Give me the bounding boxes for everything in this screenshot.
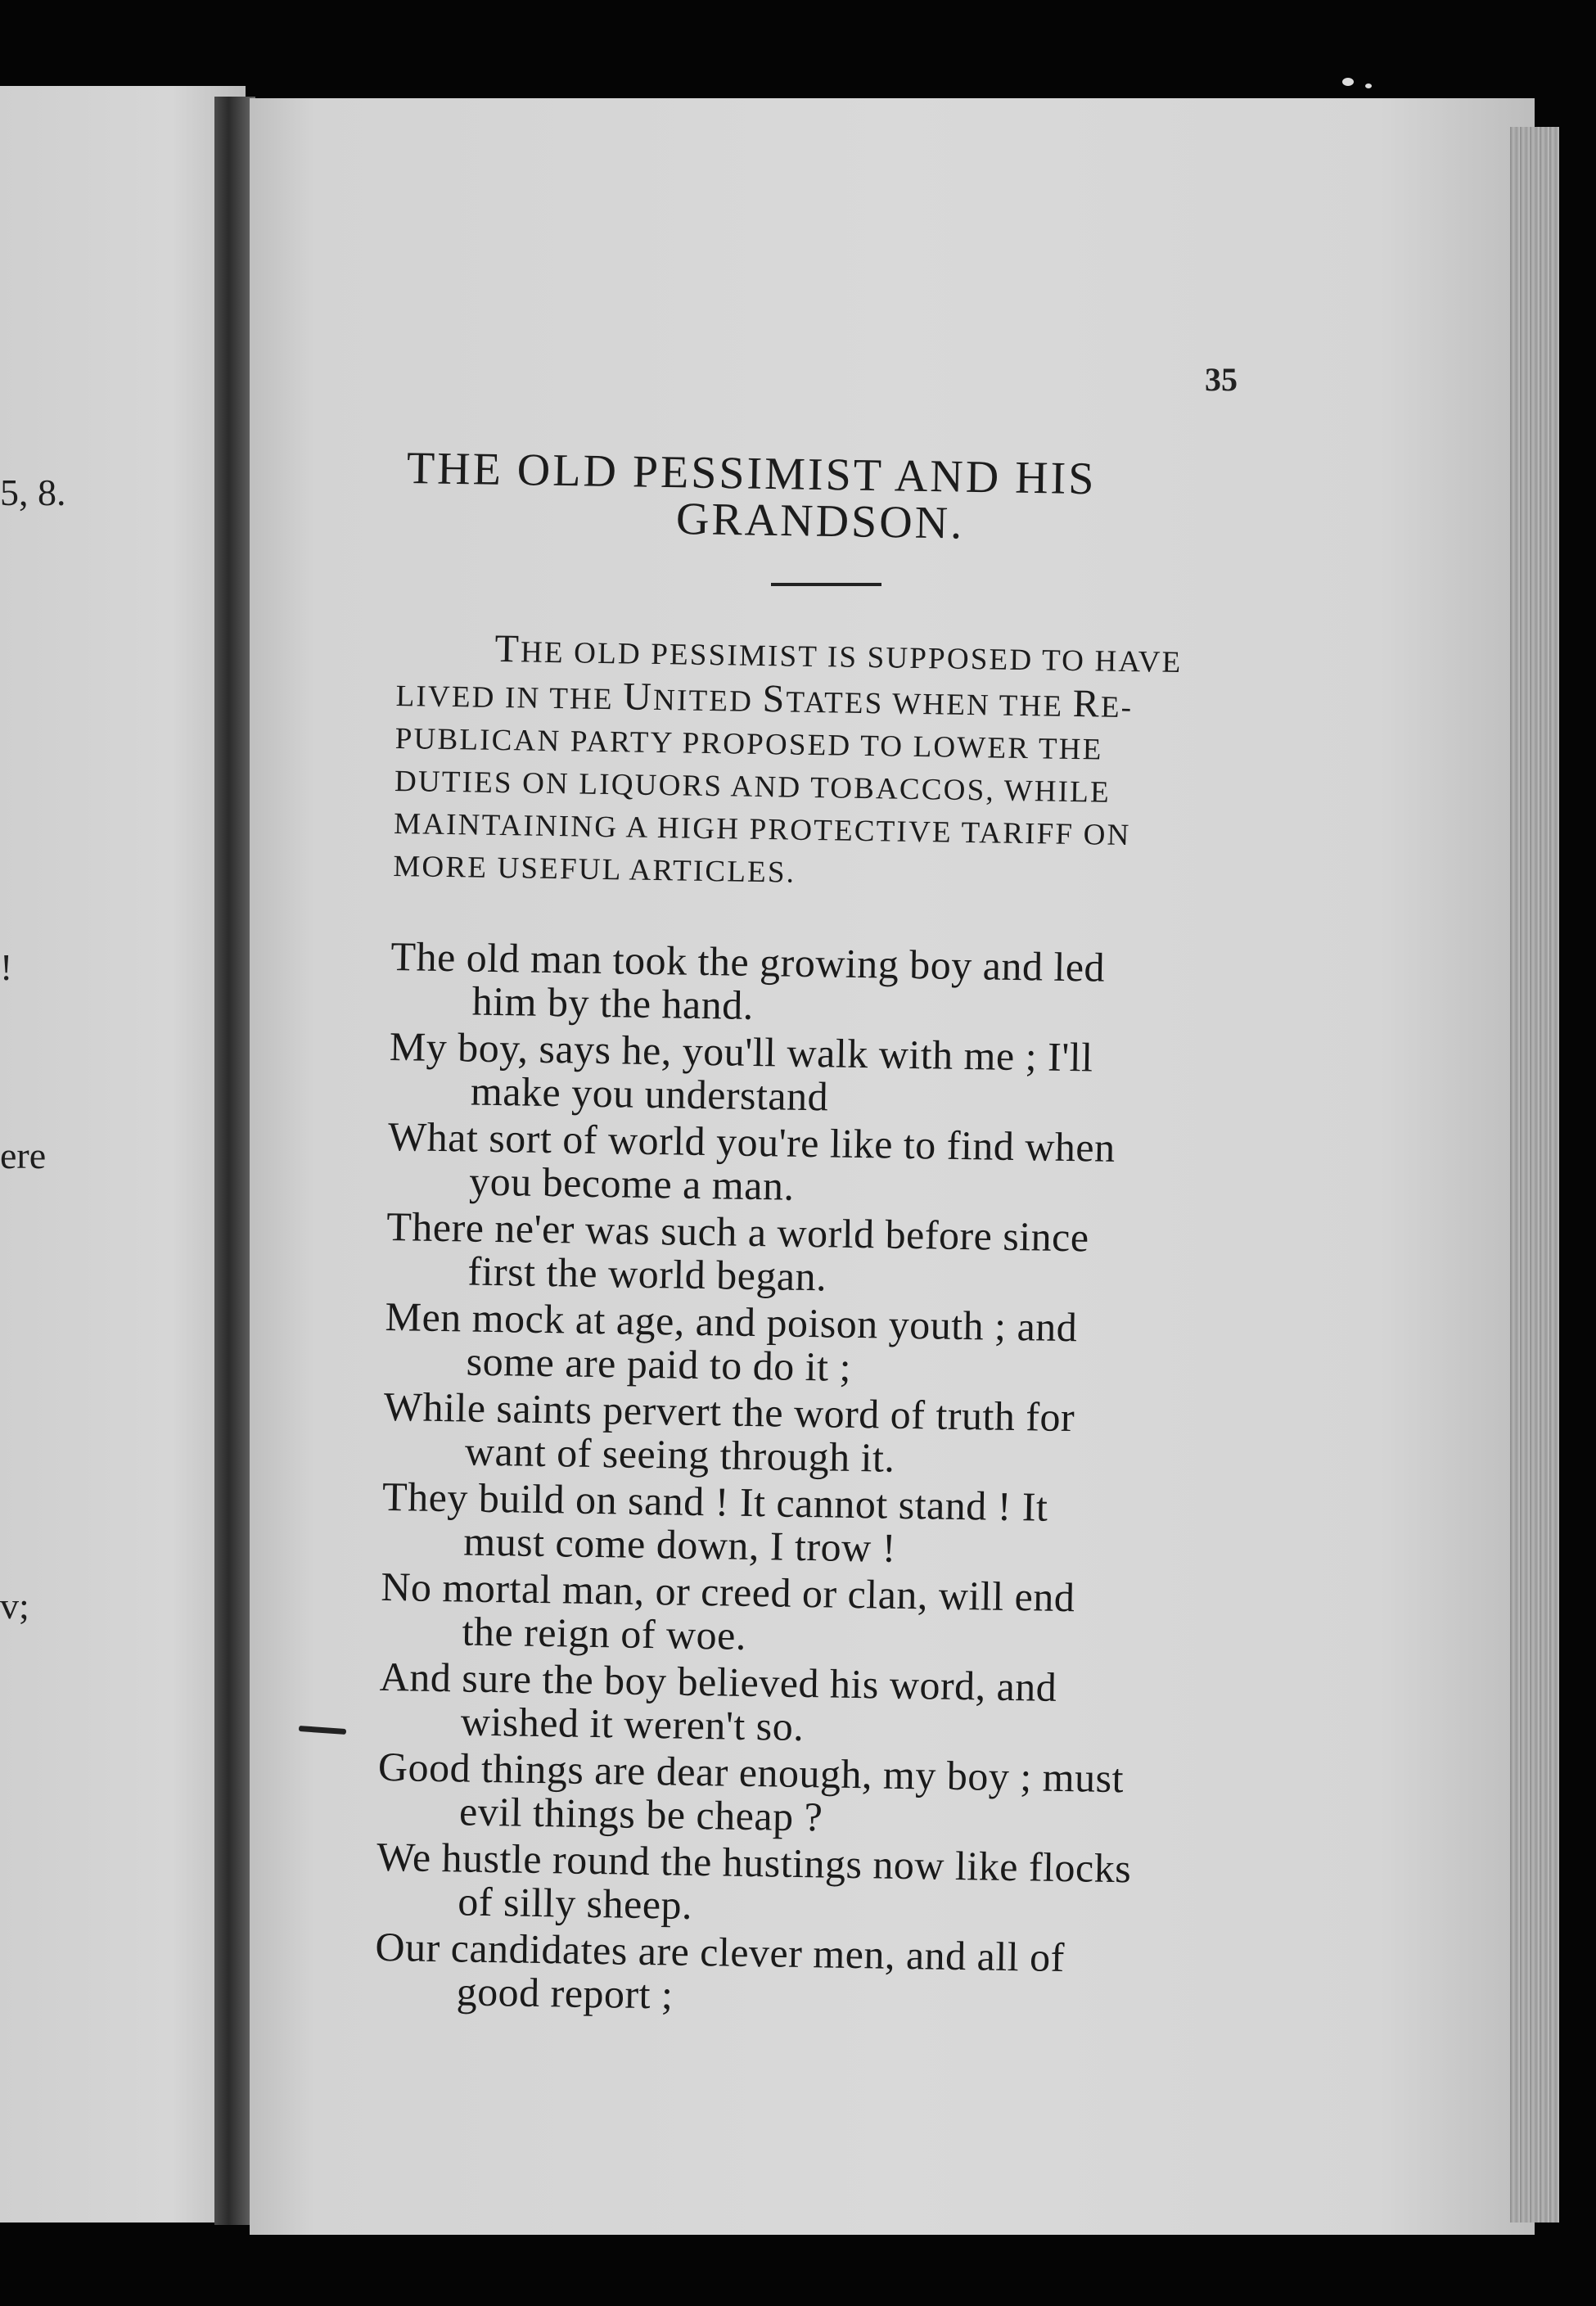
poem-line-continuation: first the world began. <box>467 1248 827 1300</box>
page-edge <box>1510 127 1559 2223</box>
poem-line-continuation: good report ; <box>456 1968 674 2018</box>
poem-couplet <box>380 1564 1216 1663</box>
poem-line: And sure the boy believed his word, and <box>379 1653 1057 1710</box>
intro-line: PUBLICAN PARTY PROPOSED TO LOWER THE <box>394 721 1103 767</box>
poem-line: While saints pervert the word of truth for <box>383 1383 1075 1441</box>
page-number: 35 <box>1205 361 1238 398</box>
page-title-line-2: GRANDSON. <box>675 494 965 549</box>
poem-couplet <box>377 1744 1214 1843</box>
poem-line-continuation: make you understand <box>470 1067 829 1120</box>
left-page-fragment: ! <box>0 946 13 988</box>
poem-line-continuation: some are paid to do it ; <box>466 1338 852 1390</box>
poem-line-continuation: of silly sheep. <box>457 1878 693 1928</box>
poem-line-continuation: him by the hand. <box>471 977 755 1028</box>
poem-line-continuation: you become a man. <box>468 1158 795 1209</box>
poem-couplet <box>387 1113 1224 1213</box>
poem-line: My boy, says he, you'll walk with me ; I'll <box>389 1022 1093 1081</box>
left-page-fragment: 5, 8. <box>0 472 66 513</box>
poem-couplet <box>390 933 1226 1033</box>
poem-line-continuation: the reign of woe. <box>462 1608 747 1658</box>
left-page-fragment: ere <box>0 1135 47 1176</box>
intro-line: LIVED IN THE UNITED STATES WHEN THE RE- <box>395 675 1134 726</box>
poem-couplet <box>389 1023 1225 1123</box>
title-rule <box>771 583 881 586</box>
left-page <box>0 86 246 2223</box>
poem-couplet <box>385 1203 1222 1303</box>
page-title-line-1: THE OLD PESSIMIST AND HIS <box>406 443 1097 505</box>
poem-line: There ne'er was such a world before since <box>385 1203 1090 1261</box>
poem-line-continuation: evil things be cheap ? <box>458 1788 823 1840</box>
poem-line: We hustle round the hustings now like flocks <box>376 1833 1132 1892</box>
poem-couplet <box>379 1654 1215 1753</box>
poem-line: The old man took the growing boy and led <box>390 933 1106 991</box>
dust-speck <box>1342 78 1354 86</box>
poem-line: Men mock at age, and poison youth ; and <box>385 1293 1078 1351</box>
left-page-fragment: v; <box>0 1585 29 1627</box>
poem-body <box>374 933 1226 2027</box>
intro-line: THE OLD PESSIMIST IS SUPPOSED TO HAVE <box>494 626 1183 680</box>
poem-line-continuation: wished it weren't so. <box>460 1698 805 1750</box>
poem-couplet <box>381 1473 1218 1573</box>
poem-line: Our candidates are clever men, and all of <box>375 1923 1066 1981</box>
poem-couplet <box>383 1383 1220 1483</box>
poem-line: They build on sand ! It cannot stand ! It <box>381 1473 1048 1530</box>
poem-line-continuation: want of seeing through it. <box>464 1428 895 1481</box>
dust-speck <box>1365 83 1372 88</box>
drop-initial: T <box>494 626 521 671</box>
intro-line: MORE USEFUL ARTICLES. <box>393 849 796 890</box>
poem-couplet <box>384 1293 1220 1393</box>
poem-line: No mortal man, or creed or clan, will end <box>381 1563 1075 1621</box>
intro-line: DUTIES ON LIQUORS AND TOBACCOS, WHILE <box>394 764 1111 810</box>
poem-couplet <box>374 1924 1211 2024</box>
poem-line: Good things are dear enough, my boy ; must <box>377 1743 1125 1802</box>
poem-line-continuation: must come down, I trow ! <box>462 1518 897 1571</box>
intro-line: MAINTAINING A HIGH PROTECTIVE TARIFF ON <box>393 806 1131 853</box>
poem-couplet <box>376 1834 1212 1934</box>
intro-paragraph <box>393 626 1236 901</box>
poem-line: What sort of world you're like to find when <box>387 1112 1116 1171</box>
